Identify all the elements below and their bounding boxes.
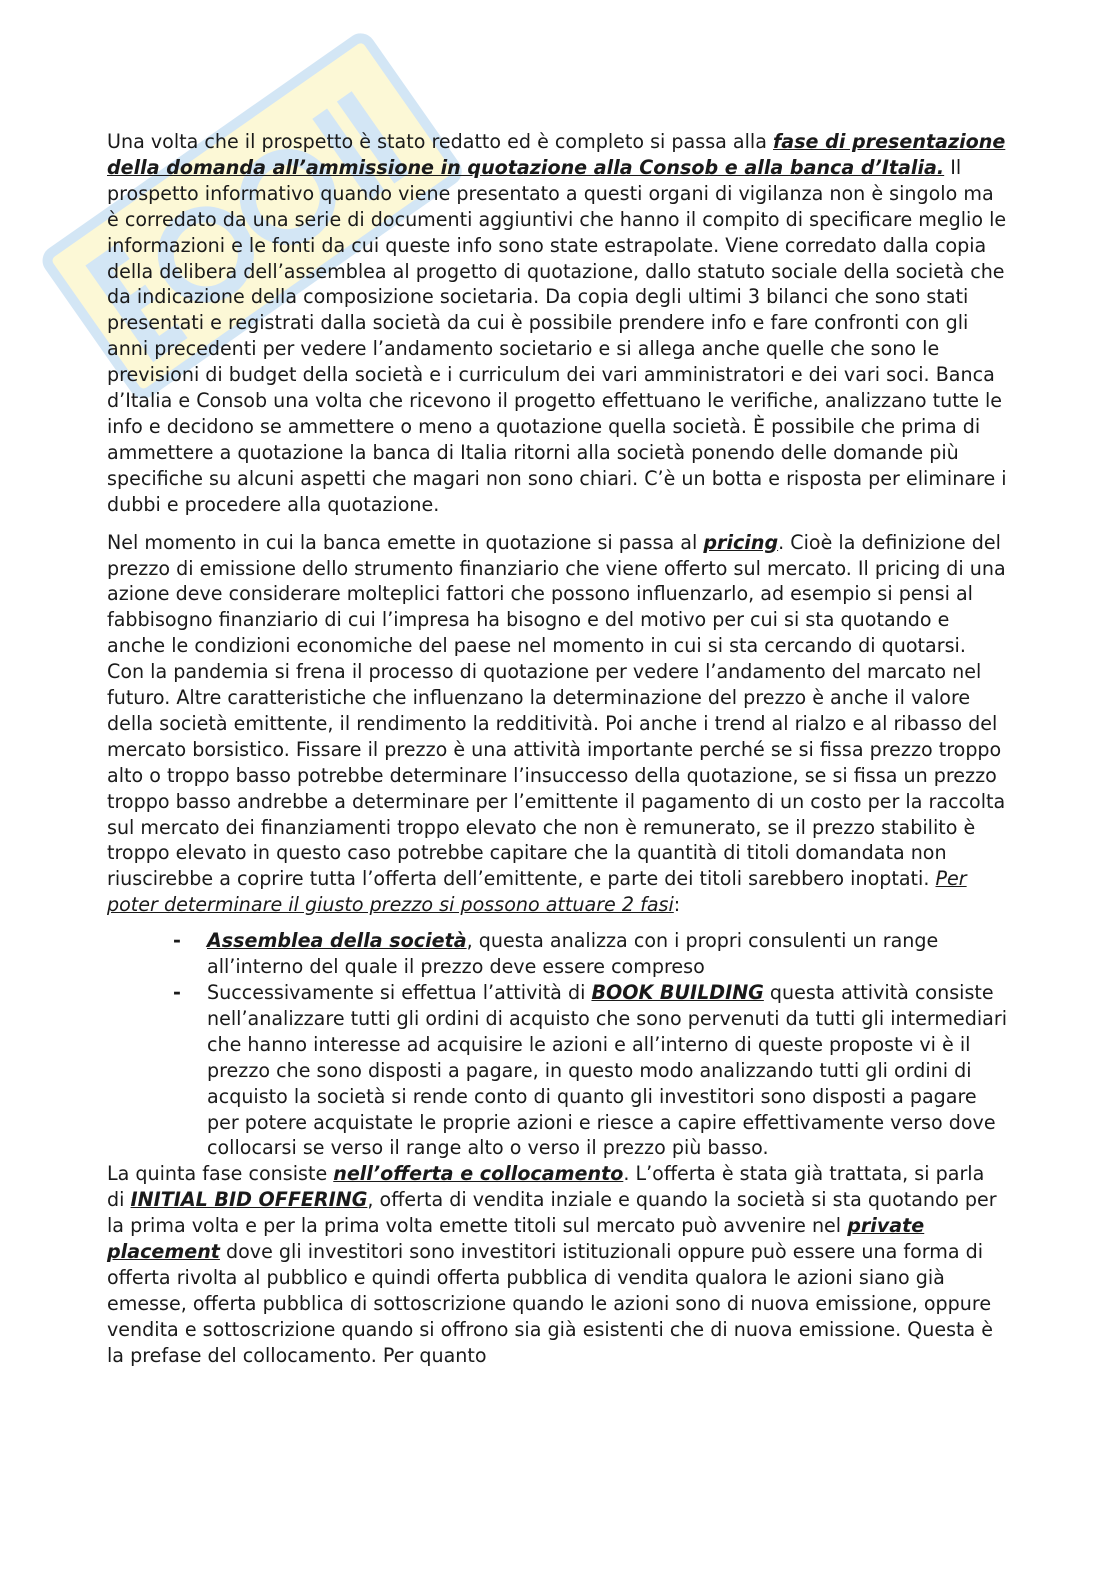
list-item-book-building-lead: Successivamente si effettua l’attività di (207, 981, 592, 1004)
document-body (107, 129, 1007, 1369)
paragraph-pricing-lead: Nel momento in cui la banca emette in quotazione si passa al (107, 530, 704, 554)
paragraph-offerta-body: dove gli investitori sono investitori istituzionali oppure può essere una forma di offerta rivolta al pubblico e quindi offerta pubblica di vendita qualora le azioni siano già emesse, offerta pubblica di sottoscrizione quando le azioni sono di nuova emissione, oppure vendita e sottoscrizione quando si offrono sia già esistenti che di nuova emissione. Questa è la prefase del collocamento. Per quanto (107, 1240, 994, 1367)
paragraph-ammissione-body: Il prospetto informativo quando viene presentato a questi organi di vigilanza non è singolo ma è corredato da una serie di documenti aggiuntivi che hanno il compito di specificare meglio le informazioni e le fonti da cui queste info sono state estrapolate. Viene corredato dalla copia della delibera dell’assemblea al progetto di quotazione, dallo statuto sociale della società che da indicazione della composizione societaria. Da copia degli ultimi 3 bilanci che sono stati presentati e registrati dalla società da cui è possibile prendere info e fare confronti con gli anni precedenti per vedere l’andamento societario e si allega anche quelle che sono le previsioni di budget della società e i curriculum dei vari amministratori e dei vari soci. Banca d’Italia e Consob una volta che ricevono il progetto effettuano le verifiche, analizzano tutte le info e decidono se ammettere o meno a quotazione quella società. È possibile che prima di ammettere a quotazione la banca di Italia ritorni alla società ponendo delle domande più specifiche su alcuni aspetti che magari non sono chiari. C’è un botta e risposta per eliminare i dubbi e procedere alla quotazione. (107, 155, 1007, 516)
phrase-due-fasi: Per poter determinare il giusto prezzo si possono attuare 2 fasi (107, 867, 967, 917)
list-item-assemblea-text: , questa analizza con i propri consulenti un range all’interno del quale il prezzo deve essere compreso (207, 929, 939, 979)
paragraph-offerta-mid2: , offerta di vendita inziale e quando la società si sta quotando per la prima volta e per la prima volta emette titoli sul mercato può avvenire nel (107, 1188, 997, 1238)
list-item-assemblea (173, 928, 1007, 980)
term-pricing: pricing (703, 530, 779, 554)
phases-list (107, 928, 1007, 1161)
paragraph-offerta (107, 1161, 1007, 1368)
term-assemblea-societa: Assemblea della società (207, 929, 467, 953)
term-private-placement: private placement (107, 1214, 925, 1264)
paragraph-ammissione (107, 129, 1007, 518)
term-book-building: BOOK BUILDING (591, 981, 764, 1004)
list-bullet: - (173, 981, 181, 1004)
paragraph-offerta-mid1: . L’offerta è stata già trattata, si parla di (107, 1162, 985, 1212)
list-bullet: - (173, 929, 181, 953)
list-item-book-building-text: questa attività consiste nell’analizzare tutti gli ordini di acquisto che sono pervenuti da tutti gli intermediari che hanno interesse ad acquisire le azioni e all’interno di queste proposte vi è il prezzo che sono disposti a pagare, in questo modo analizzando tutti gli ordini di acquisto la società si rende conto di quanto gli investitori sono disposti a pagare per potere acquistate le proprie azioni e riesce a capire effettivamente verso dove collocarsi se verso il range alto o verso il prezzo più basso. (207, 981, 1007, 1160)
paragraph-offerta-lead: La quinta fase consiste (107, 1162, 334, 1186)
paragraph-pricing-colon: : (673, 893, 681, 917)
list-item-book-building (173, 980, 1007, 1161)
paragraph-ammissione-lead: Una volta che il prospetto è stato redatto ed è completo si passa alla (107, 130, 773, 153)
paragraph-pricing (107, 530, 1007, 919)
paragraph-pricing-body: . Cioè la definizione del prezzo di emissione dello strumento finanziario che viene offerto sul mercato. Il pricing di una azione deve considerare molteplici fattori che possono influenzarlo, ad esempio si pensi al fabbisogno finanziario di cui l’impresa ha bisogno e del motivo per cui si sta quotando e anche le condizioni economiche del paese nel momento in cui si sta cercando di quotarsi. Con la pandemia si frena il processo di quotazione per vedere l’andamento del marcato nel futuro. Altre caratteristiche che influenzano la determinazione del prezzo è anche il valore della società emittente, il rendimento la redditività. Poi anche i trend al rialzo e al ribasso del mercato borsistico. Fissare il prezzo è una attività importante perché se si fissa prezzo troppo alto o troppo basso potrebbe determinare l’insuccesso della quotazione, se si fissa un prezzo troppo basso andrebbe a determinare per l’emittente il pagamento di un costo per la raccolta sul mercato dei finanziamenti troppo elevato che non è remunerato, se il prezzo stabilito è troppo elevato in questo caso potrebbe capitare che la quantità di titoli domandata non riuscirebbe a coprire tutta l’offerta dell’emittente, e parte dei titoli sarebbero inoptati. (107, 530, 1006, 891)
phrase-fase-presentazione-domanda: fase di presentazione della domanda all’ammissione in quotazione alla Consob e alla banca d’Italia. (107, 130, 1006, 179)
term-initial-bid-offering: INITIAL BID OFFERING (130, 1188, 368, 1212)
term-offerta-collocamento: nell’offerta e collocamento (333, 1162, 624, 1186)
